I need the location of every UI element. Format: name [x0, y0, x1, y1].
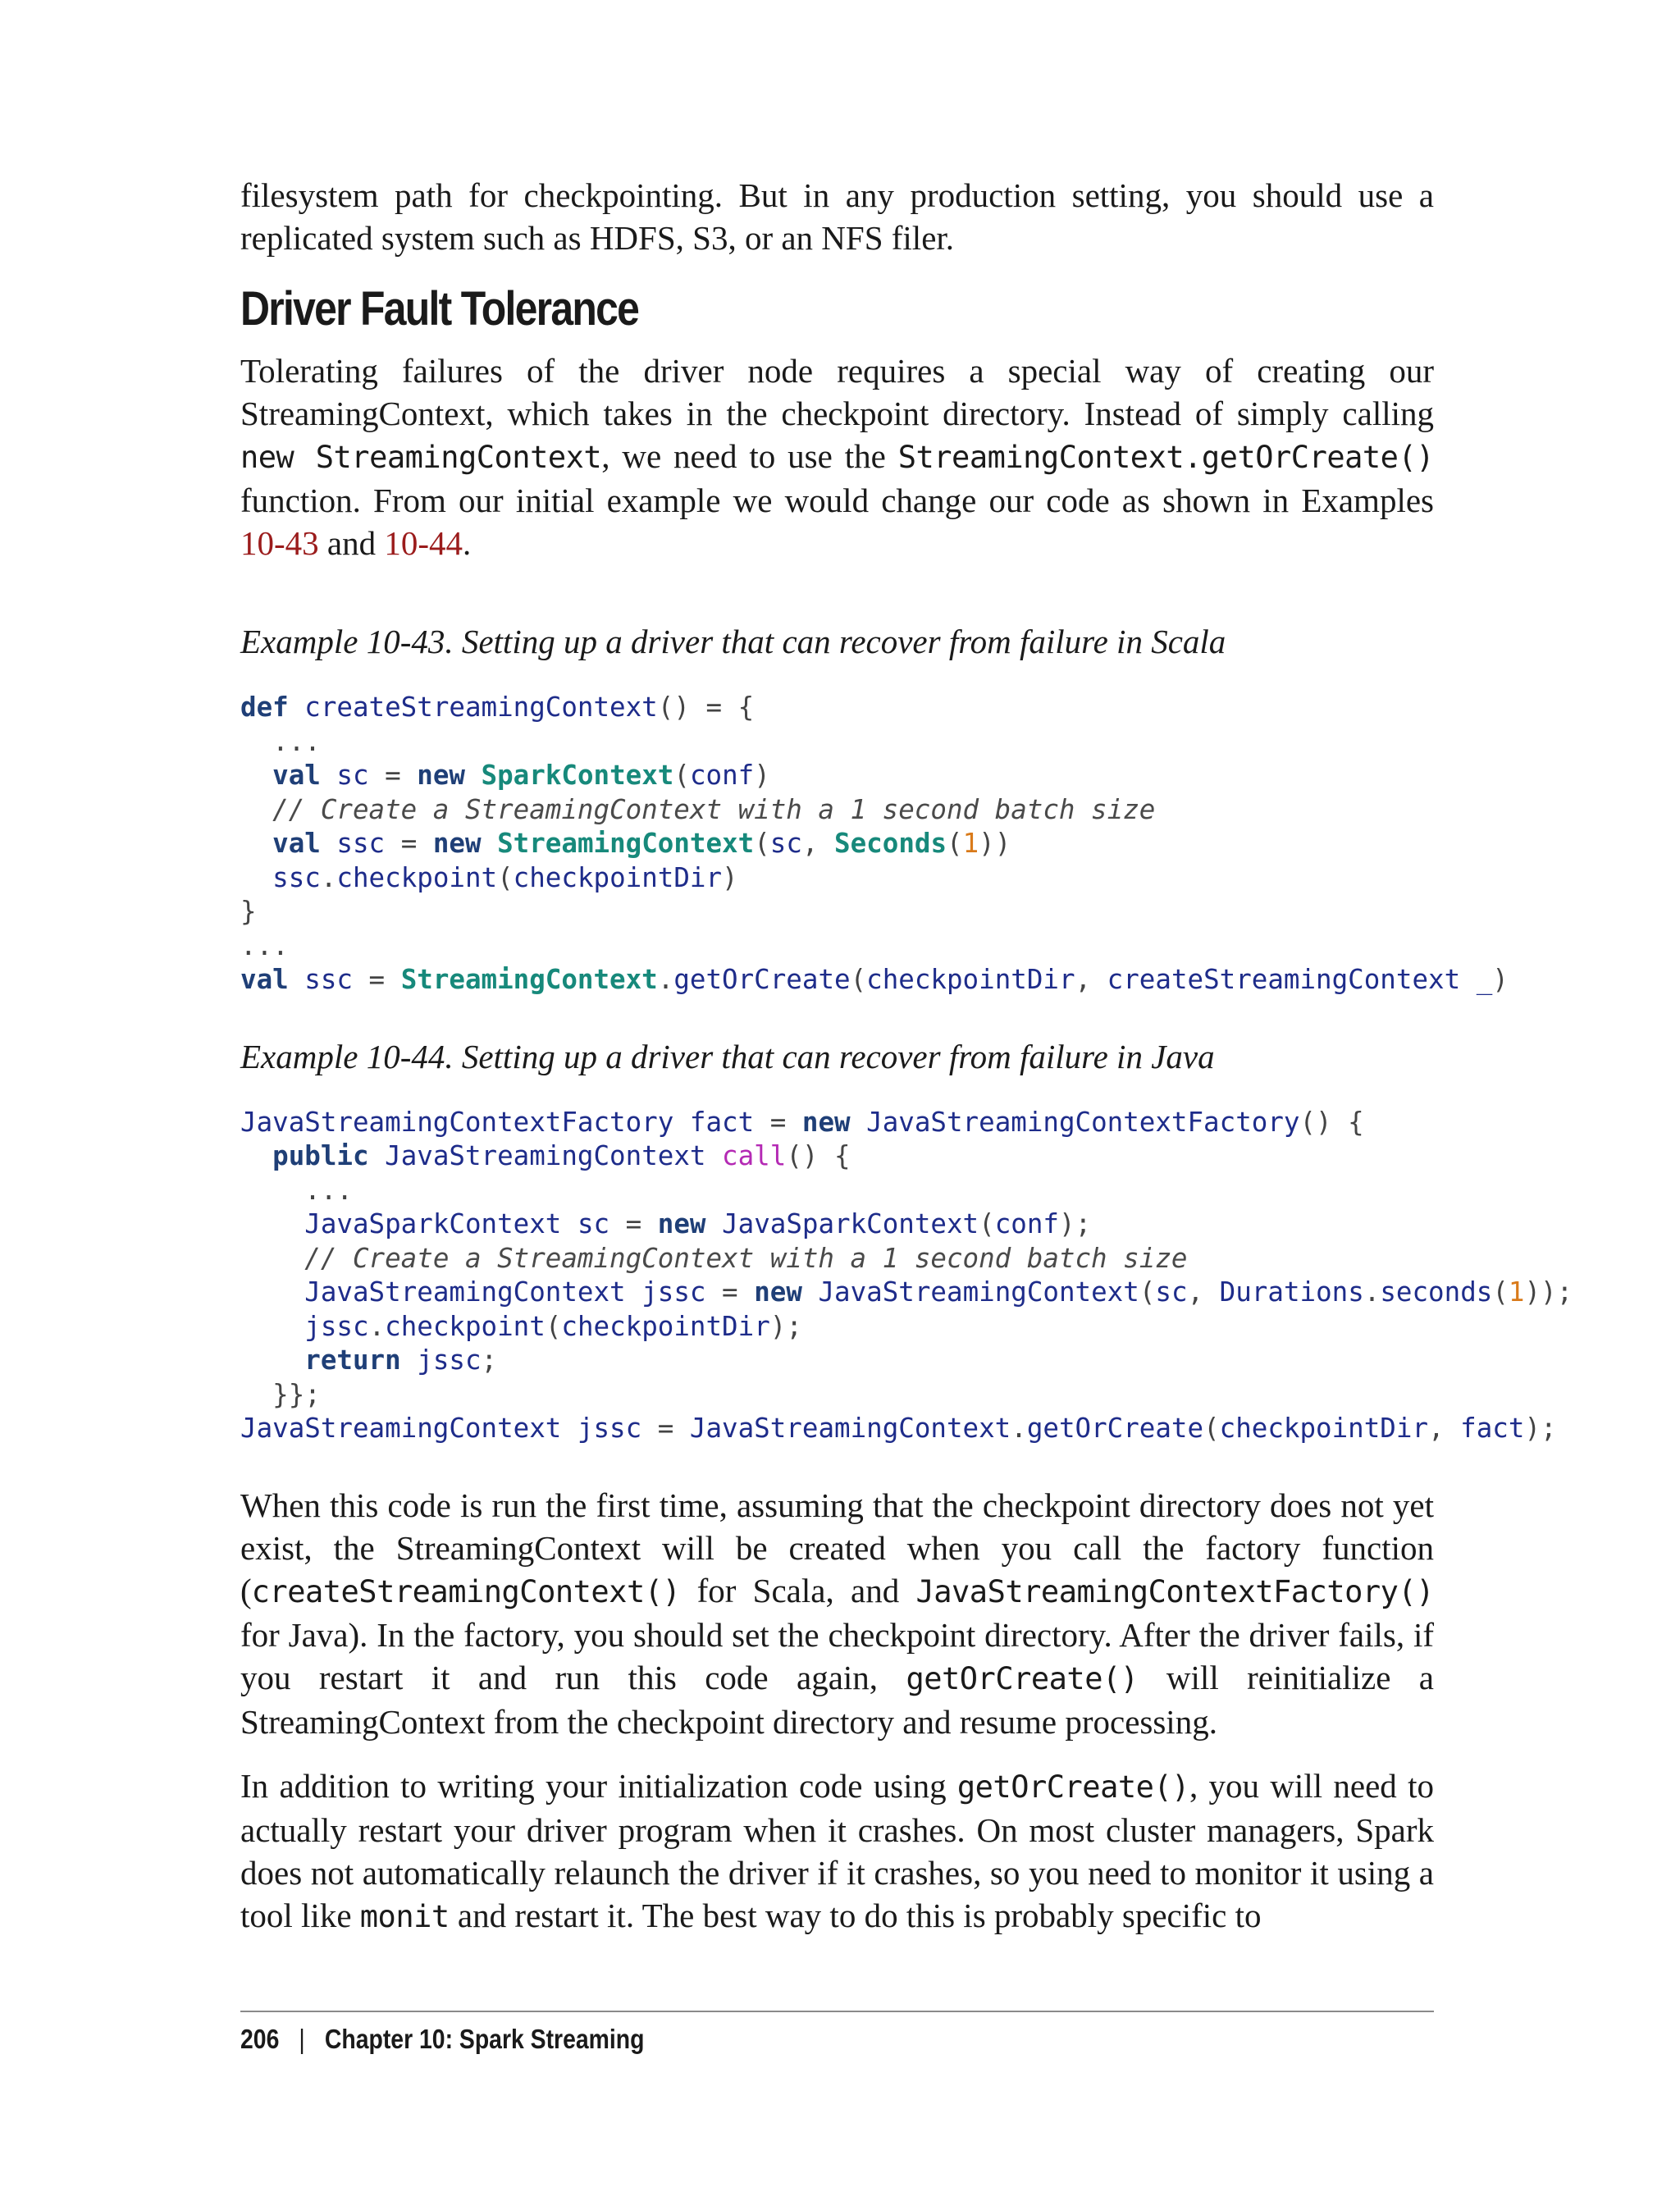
- code-line: JavaStreamingContext jssc = new JavaStreamingContext(sc, Durations.seconds(1));: [304, 1276, 1573, 1308]
- text-run: and: [318, 524, 385, 562]
- code-line: ssc.checkpoint(checkpointDir): [272, 861, 738, 893]
- section-heading: Driver Fault Tolerance: [240, 282, 639, 336]
- text-run: for Java). In the factory, you should set the checkpoint directory. After the driver fails, if you restart it and run this code again,: [240, 1615, 1434, 1696]
- inline-code: getOrCreate(): [906, 1660, 1139, 1696]
- text-run: will reinitialize a StreamingContext from the checkpoint directory and resume processing.: [240, 1658, 1434, 1741]
- paragraph-text: filesystem path for checkpointing. But in any production setting, you should use a replicated system such as HDFS, S3, or an NFS filer.: [240, 176, 1434, 257]
- text-run: and restart it. The best way to do this is probably specific to: [449, 1896, 1262, 1934]
- example-caption-scala: Example 10-43. Setting up a driver that can recover from failure in Scala: [240, 623, 1226, 660]
- code-line: // Create a StreamingContext with a 1 second batch size: [272, 793, 1156, 825]
- example-link-10-43[interactable]: 10-43: [240, 524, 319, 562]
- paragraph-when: [240, 1484, 1434, 1743]
- inline-code: getOrCreate(): [956, 1769, 1189, 1805]
- inline-code: monit: [359, 1898, 450, 1934]
- paragraph-continued: [240, 174, 1434, 259]
- page-footer: [240, 2023, 644, 2056]
- footer-divider: [240, 2011, 1434, 2012]
- text-run: function. From our initial example we would change our code as shown in Examples: [240, 482, 1434, 519]
- paragraph-intro: [240, 349, 1434, 564]
- code-line: jssc.checkpoint(checkpointDir);: [304, 1310, 802, 1342]
- code-line: }};: [240, 1378, 321, 1410]
- code-line: val sc = new SparkContext(conf): [272, 760, 770, 791]
- code-line: ...: [240, 725, 321, 757]
- text-run: .: [463, 524, 472, 562]
- code-line: return jssc;: [304, 1344, 498, 1376]
- code-line: // Create a StreamingContext with a 1 second batch size: [304, 1242, 1188, 1274]
- code-line: public JavaStreamingContext call() {: [272, 1140, 851, 1171]
- code-block-scala: [240, 691, 1509, 998]
- inline-code: StreamingContext.getOrCreate(): [897, 440, 1434, 475]
- code-line: ...: [240, 1174, 353, 1206]
- paragraph-addition: [240, 1764, 1434, 1938]
- inline-code: new StreamingContext: [240, 440, 602, 475]
- page-number: 206: [240, 2024, 280, 2054]
- text-run: In addition to writing your initialization code using: [240, 1766, 957, 1805]
- text-run: , you will need to actually restart your driver program when it crashes. On most cluster managers, Spark does not automatically relaunch the driver if it crashes, so you need to monitor it using a tool like: [240, 1766, 1434, 1934]
- code-line: val ssc = StreamingContext.getOrCreate(checkpointDir, createStreamingContext _): [240, 964, 1509, 995]
- page-content: [240, 174, 1573, 1938]
- text-run: Tolerating failures of the driver node requires a special way of creating our StreamingContext, which takes in the checkpoint directory. Instead of simply calling: [240, 352, 1434, 432]
- inline-code: createStreamingContext(): [251, 1573, 681, 1609]
- code-line: JavaStreamingContextFactory fact = new JavaStreamingContextFactory() {: [240, 1106, 1364, 1138]
- code-line: }: [240, 896, 257, 927]
- code-line: def createStreamingContext() = {: [240, 692, 755, 723]
- chapter-title: Chapter 10: Spark Streaming: [324, 2024, 645, 2054]
- text-run: for Scala, and: [680, 1571, 916, 1609]
- code-line: ...: [240, 929, 289, 961]
- code-block-java: [240, 1106, 1573, 1446]
- footer-separator: |: [299, 2024, 305, 2054]
- code-line: JavaSparkContext sc = new JavaSparkContext(conf);: [304, 1208, 1092, 1239]
- code-line: JavaStreamingContext jssc = JavaStreamingContext.getOrCreate(checkpointDir, fact);: [240, 1413, 1557, 1444]
- inline-code: JavaStreamingContextFactory(): [915, 1573, 1434, 1609]
- example-link-10-44[interactable]: 10-44: [384, 524, 463, 562]
- text-run: , we need to use the: [601, 437, 898, 475]
- code-line: val ssc = new StreamingContext(sc, Seconds(1)): [272, 828, 1011, 859]
- example-caption-java: Example 10-44. Setting up a driver that can recover from failure in Java: [240, 1037, 1215, 1075]
- text-run: When this code is run the first time, assuming that the checkpoint directory does not yet exist, the StreamingContext will be created when you call the factory function (: [240, 1486, 1434, 1609]
